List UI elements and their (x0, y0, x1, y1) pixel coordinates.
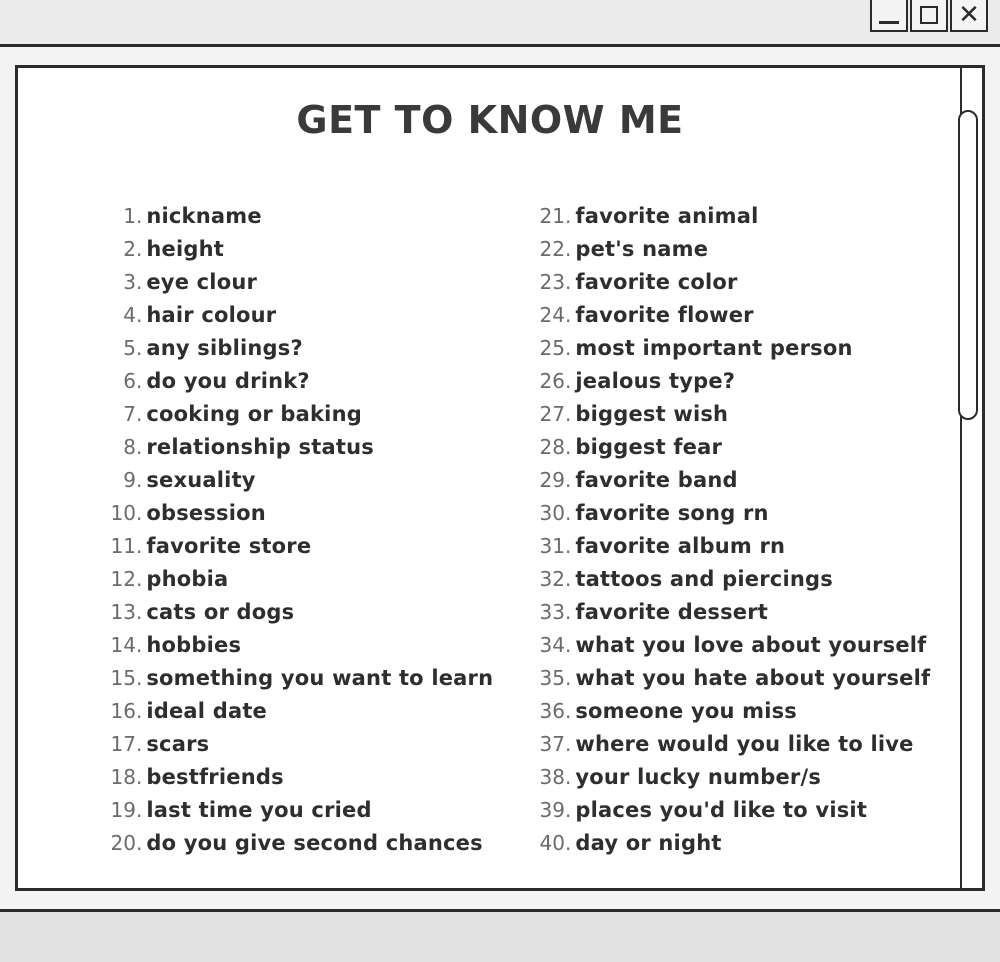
question-text: favorite album rn (575, 534, 786, 558)
question-text: pet's name (575, 237, 709, 261)
list-item (98, 468, 518, 501)
item-number: 13 (110, 600, 136, 624)
item-number-dot: . (565, 831, 572, 855)
list-item (515, 336, 955, 369)
list-item (515, 534, 955, 567)
item-number-dot: . (136, 666, 143, 690)
question-text: your lucky number/s (575, 765, 822, 789)
list-item (515, 204, 955, 237)
scrollbar-thumb[interactable] (958, 110, 978, 420)
question-text: phobia (146, 567, 229, 591)
item-number: 5 (123, 336, 136, 360)
question-text: something you want to learn (146, 666, 494, 690)
question-text: eye clour (146, 270, 258, 294)
item-number-dot: . (136, 633, 143, 657)
question-text: places you'd like to visit (575, 798, 868, 822)
item-number: 36 (539, 699, 565, 723)
question-text: day or night (575, 831, 722, 855)
list-item (98, 336, 518, 369)
item-number: 35 (539, 666, 565, 690)
question-text: favorite animal (575, 204, 759, 228)
item-number-dot: . (136, 369, 143, 393)
item-number: 12 (110, 567, 136, 591)
item-number-dot: . (565, 402, 572, 426)
item-number-dot: . (136, 501, 143, 525)
item-number: 17 (110, 732, 136, 756)
item-number: 29 (539, 468, 565, 492)
title-bar (0, 0, 1000, 47)
list-item (98, 798, 518, 831)
list-item (515, 567, 955, 600)
item-number: 38 (539, 765, 565, 789)
item-number: 32 (539, 567, 565, 591)
item-number: 8 (123, 435, 136, 459)
list-item (515, 633, 955, 666)
list-item (515, 666, 955, 699)
list-item (98, 567, 518, 600)
page-title: GET TO KNOW ME (296, 98, 684, 142)
item-number-dot: . (565, 633, 572, 657)
item-number-dot: . (136, 765, 143, 789)
item-number-dot: . (565, 204, 572, 228)
content-panel (15, 65, 985, 891)
question-text: any siblings? (146, 336, 303, 360)
item-number: 15 (110, 666, 136, 690)
item-number: 1 (123, 204, 136, 228)
item-number: 31 (539, 534, 565, 558)
item-number: 10 (110, 501, 136, 525)
question-text: ideal date (146, 699, 267, 723)
question-text: obsession (146, 501, 266, 525)
question-text: scars (146, 732, 210, 756)
question-list-right (515, 204, 955, 864)
item-number-dot: . (565, 534, 572, 558)
item-number: 40 (539, 831, 565, 855)
item-number-dot: . (565, 468, 572, 492)
question-text: favorite flower (575, 303, 754, 327)
item-number: 11 (110, 534, 136, 558)
list-item (515, 402, 955, 435)
question-text: height (146, 237, 224, 261)
question-text: biggest wish (575, 402, 729, 426)
question-text: nickname (146, 204, 262, 228)
item-number-dot: . (565, 270, 572, 294)
item-number: 16 (110, 699, 136, 723)
item-number: 21 (539, 204, 565, 228)
list-item (515, 765, 955, 798)
item-number-dot: . (136, 798, 143, 822)
list-item (98, 765, 518, 798)
item-number: 30 (539, 501, 565, 525)
item-number-dot: . (136, 204, 143, 228)
item-number-dot: . (565, 732, 572, 756)
window-body (0, 47, 1000, 909)
item-number: 25 (539, 336, 565, 360)
list-item (98, 435, 518, 468)
close-icon: ✕ (958, 0, 980, 30)
list-item (515, 270, 955, 303)
item-number: 7 (123, 402, 136, 426)
item-number: 9 (123, 468, 136, 492)
item-number: 26 (539, 369, 565, 393)
question-text: favorite band (575, 468, 738, 492)
list-item (98, 666, 518, 699)
maximize-icon (920, 6, 938, 24)
item-number: 39 (539, 798, 565, 822)
question-text: favorite store (146, 534, 312, 558)
item-number: 22 (539, 237, 565, 261)
list-item (98, 402, 518, 435)
list-item (515, 600, 955, 633)
close-button[interactable] (950, 0, 988, 32)
maximize-button[interactable] (910, 0, 948, 32)
item-number-dot: . (565, 336, 572, 360)
question-text: last time you cried (146, 798, 372, 822)
question-text: cooking or baking (146, 402, 362, 426)
list-item (515, 435, 955, 468)
question-text: do you give second chances (146, 831, 483, 855)
item-number: 2 (123, 237, 136, 261)
item-number: 28 (539, 435, 565, 459)
item-number: 19 (110, 798, 136, 822)
list-item (515, 468, 955, 501)
item-number: 14 (110, 633, 136, 657)
list-item (98, 204, 518, 237)
question-text: sexuality (146, 468, 256, 492)
item-number-dot: . (565, 303, 572, 327)
item-number-dot: . (565, 798, 572, 822)
item-number: 37 (539, 732, 565, 756)
item-number: 20 (110, 831, 136, 855)
item-number: 3 (123, 270, 136, 294)
question-text: hobbies (146, 633, 242, 657)
item-number: 33 (539, 600, 565, 624)
question-text: someone you miss (575, 699, 797, 723)
question-text: favorite dessert (575, 600, 769, 624)
list-item (515, 732, 955, 765)
list-item (515, 237, 955, 270)
item-number-dot: . (565, 369, 572, 393)
list-item (98, 633, 518, 666)
item-number-dot: . (565, 567, 572, 591)
item-number-dot: . (136, 237, 143, 261)
list-item (98, 270, 518, 303)
list-item (98, 237, 518, 270)
item-number: 18 (110, 765, 136, 789)
list-item (515, 831, 955, 864)
list-item (98, 534, 518, 567)
item-number-dot: . (136, 435, 143, 459)
item-number-dot: . (136, 270, 143, 294)
list-item (98, 369, 518, 402)
list-item (515, 303, 955, 336)
question-text: bestfriends (146, 765, 284, 789)
question-text: tattoos and piercings (575, 567, 833, 591)
item-number-dot: . (565, 765, 572, 789)
list-item (98, 831, 518, 864)
item-number-dot: . (565, 666, 572, 690)
window-controls (870, 0, 988, 32)
item-number-dot: . (565, 501, 572, 525)
question-text: biggest fear (575, 435, 723, 459)
item-number: 6 (123, 369, 136, 393)
list-item (98, 732, 518, 765)
item-number-dot: . (565, 600, 572, 624)
item-number-dot: . (565, 237, 572, 261)
item-number-dot: . (136, 732, 143, 756)
item-number-dot: . (136, 468, 143, 492)
question-text: favorite color (575, 270, 738, 294)
item-number: 34 (539, 633, 565, 657)
question-text: jealous type? (575, 369, 736, 393)
list-item (515, 798, 955, 831)
list-item (98, 699, 518, 732)
item-number: 24 (539, 303, 565, 327)
item-number-dot: . (136, 600, 143, 624)
item-number-dot: . (136, 303, 143, 327)
item-number-dot: . (136, 831, 143, 855)
item-number-dot: . (136, 534, 143, 558)
item-number-dot: . (565, 435, 572, 459)
list-item (98, 600, 518, 633)
item-number-dot: . (565, 699, 572, 723)
status-bar (0, 909, 1000, 962)
question-text: hair colour (146, 303, 277, 327)
item-number-dot: . (136, 567, 143, 591)
question-text: cats or dogs (146, 600, 295, 624)
list-item (98, 303, 518, 336)
list-item (515, 369, 955, 402)
minimize-button[interactable] (870, 0, 908, 32)
question-text: what you love about yourself (575, 633, 927, 657)
item-number: 27 (539, 402, 565, 426)
item-number: 4 (123, 303, 136, 327)
list-item (515, 699, 955, 732)
item-number-dot: . (136, 336, 143, 360)
question-text: most important person (575, 336, 853, 360)
minimize-icon (879, 21, 899, 24)
question-list-left (98, 204, 518, 864)
question-text: do you drink? (146, 369, 310, 393)
item-number: 23 (539, 270, 565, 294)
question-text: where would you like to live (575, 732, 914, 756)
question-text: favorite song rn (575, 501, 769, 525)
list-item (98, 501, 518, 534)
item-number-dot: . (136, 402, 143, 426)
list-item (515, 501, 955, 534)
question-text: relationship status (146, 435, 374, 459)
question-text: what you hate about yourself (575, 666, 931, 690)
item-number-dot: . (136, 699, 143, 723)
